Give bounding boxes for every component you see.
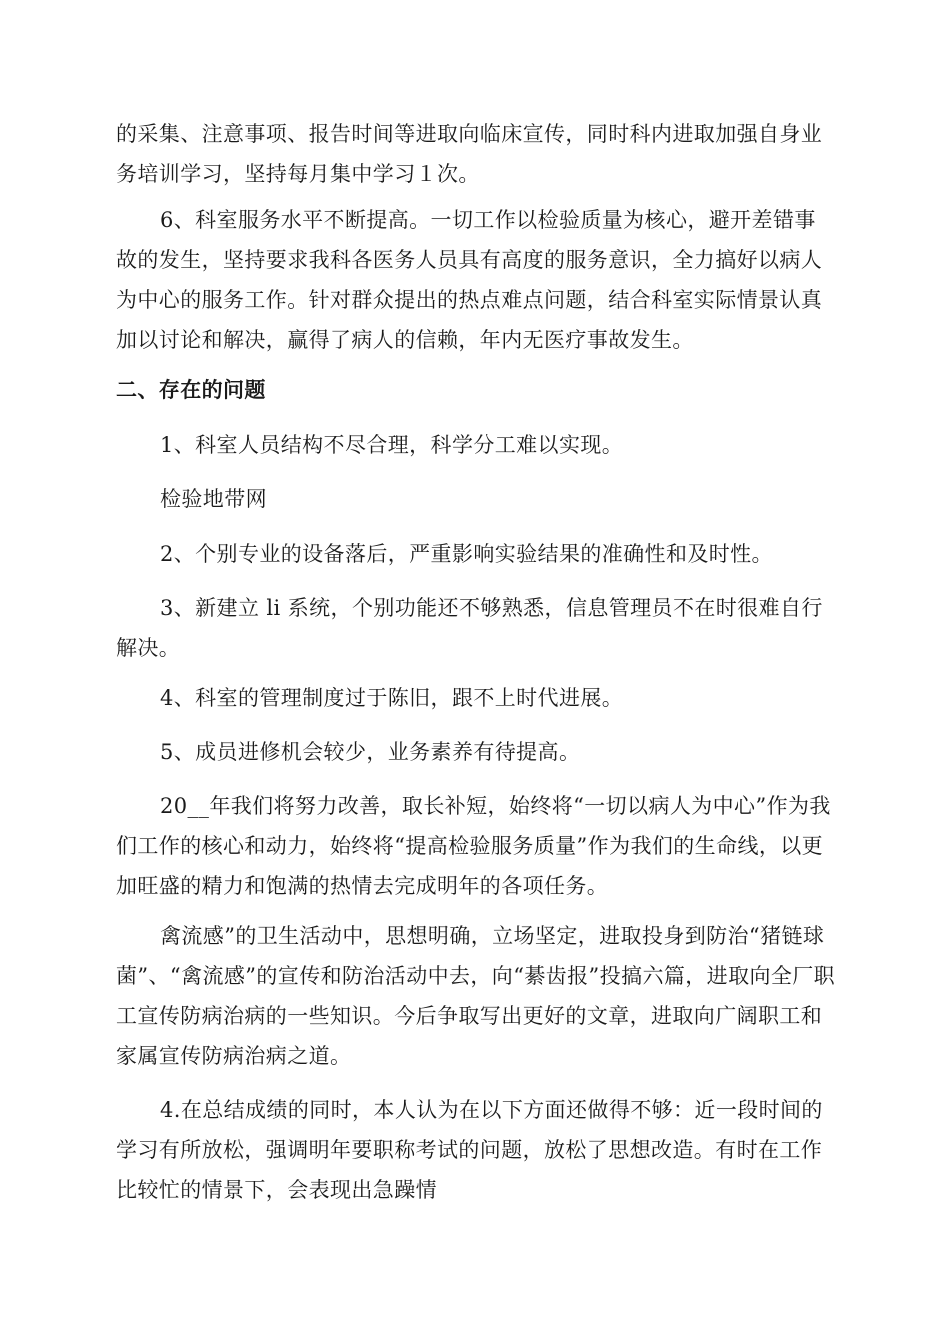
paragraph-item-6: 6、科室服务水平不断提高。一切工作以检验质量为核心，避开差错事故的发生，坚持要求我科各医务人员具有高度的服务意识，全力搞好以病人为中心的服务工作。针对群众提出的热点难点问题，结合科室实际情景认真加以讨论和解决，赢得了病人的信赖，年内无医疗事故发生。 <box>116 208 823 352</box>
issue-3: 3、新建立 li 系统，个别功能还不够熟悉，信息管理员不在时很难自行解决。 <box>116 596 823 660</box>
issue-5: 5、成员进修机会较少，业务素养有待提高。 <box>160 740 581 764</box>
paragraph-continuation: 的采集、注意事项、报告时间等进取向临床宣传，同时科内进取加强自身业务培训学习，坚持每月集中学习１次。 <box>116 122 823 186</box>
site-label: 检验地带网 <box>160 487 267 511</box>
issue-2: 2、个别专业的设备落后，严重影响实验结果的准确性和及时性。 <box>160 542 773 566</box>
issue-4: 4、科室的管理制度过于陈旧，跟不上时代进展。 <box>160 686 624 710</box>
flu-campaign-paragraph: 禽流感”的卫生活动中，思想明确，立场坚定，进取投身到防治“猪链球菌”、“禽流感”的宣传和防治活动中去，向“綦齿报”投搞六篇，进取向全厂职工宣传防病治病的一些知识。今后争取写出更好的文章，进取向广阔职工和家属宣传防病治病之道。 <box>116 924 836 1068</box>
section-heading-problems: 二、存在的问题 <box>116 378 266 402</box>
self-assessment-paragraph: 4.在总结成绩的同时，本人认为在以下方面还做得不够：近一段时间的学习有所放松，强调明年要职称考试的问题，放松了思想改造。有时在工作比较忙的情景下，会表现出急躁情 <box>116 1098 823 1202</box>
issue-1: 1、科室人员结构不尽合理，科学分工难以实现。 <box>160 433 624 457</box>
plan-paragraph: 20__年我们将努力改善，取长补短，始终将“一切以病人为中心”作为我们工作的核心和动力，始终将“提高检验服务质量”作为我们的生命线，以更加旺盛的精力和饱满的热情去完成明年的各项任务。 <box>116 794 831 898</box>
